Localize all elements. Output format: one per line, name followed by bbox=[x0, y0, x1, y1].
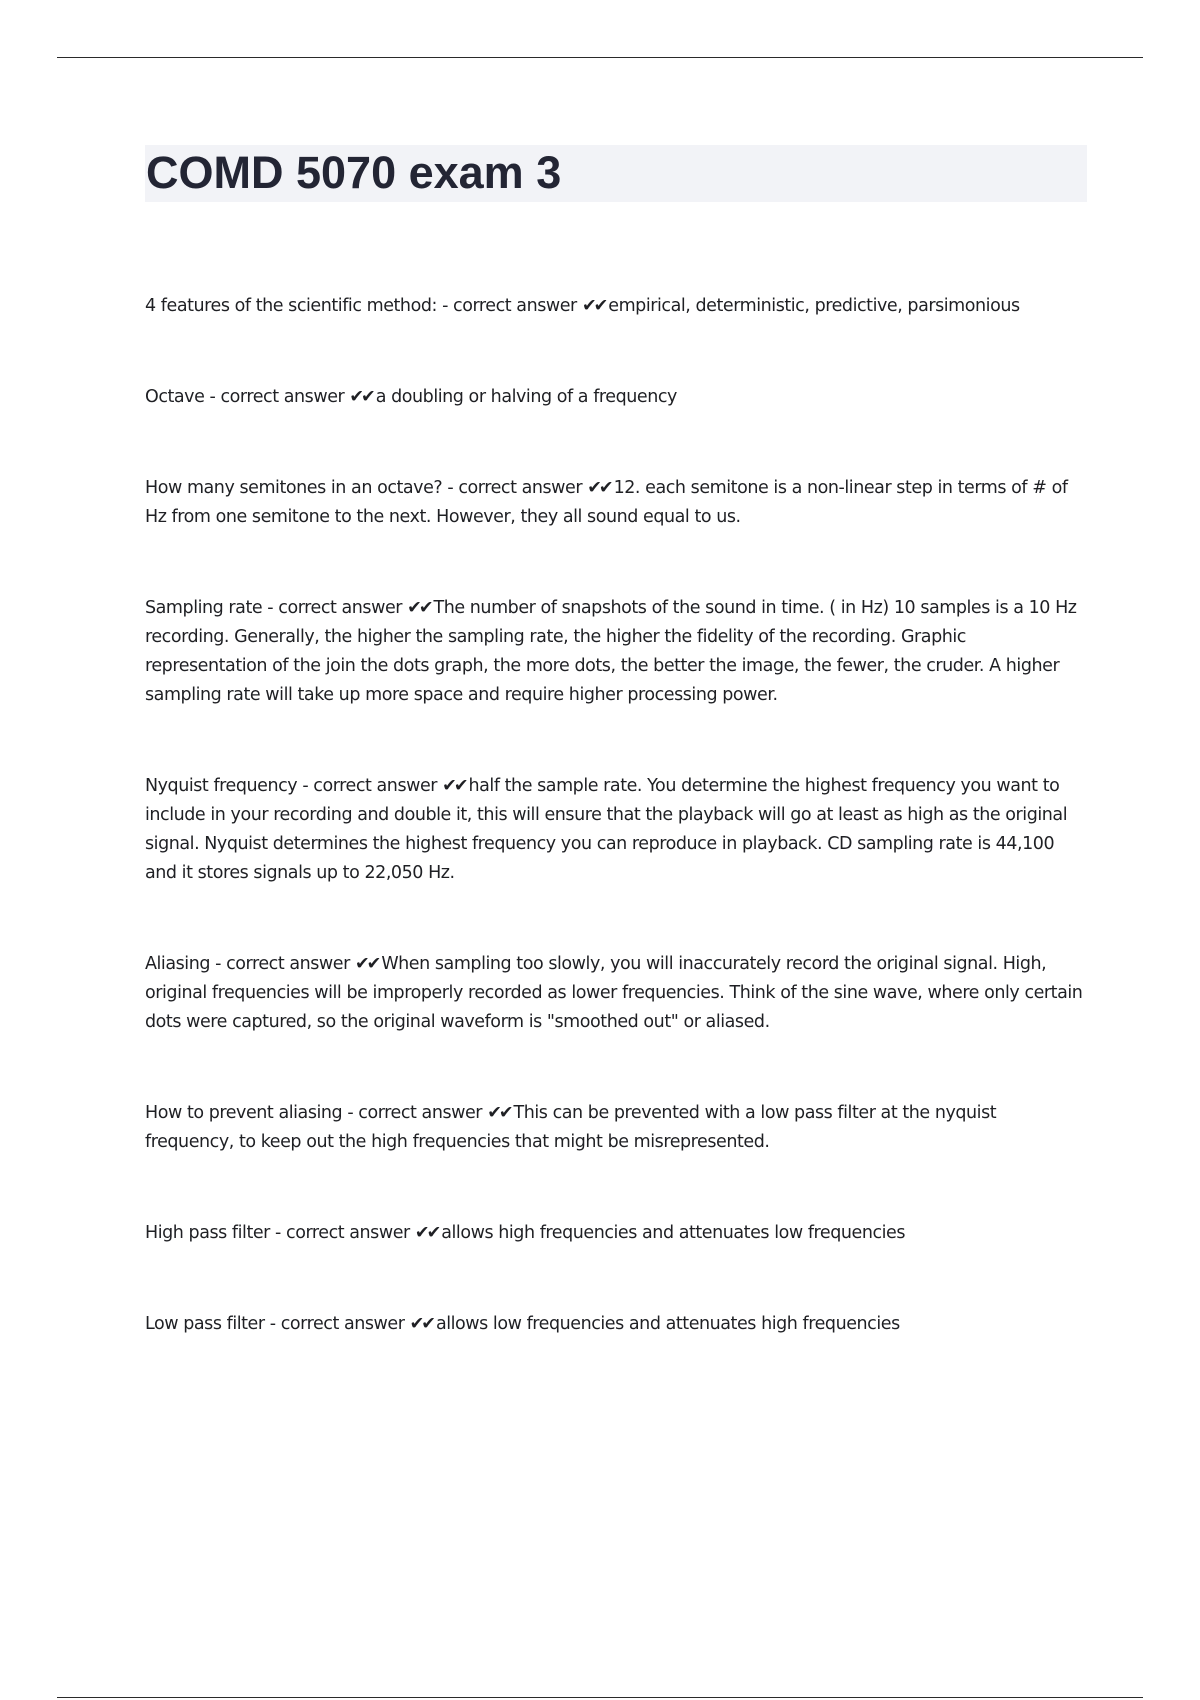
correct-answer-marker: - correct answer bbox=[275, 1223, 410, 1243]
correct-answer-marker: - correct answer bbox=[215, 954, 350, 974]
header-rule bbox=[57, 57, 1143, 58]
correct-answer-marker: - correct answer bbox=[269, 1314, 405, 1334]
qa-term: Low pass filter bbox=[145, 1314, 265, 1334]
check-mark-icon: ✔✔ bbox=[407, 598, 431, 618]
correct-answer-marker: - correct answer bbox=[302, 776, 438, 796]
qa-item bbox=[145, 950, 1090, 1037]
check-mark-icon: ✔✔ bbox=[581, 296, 606, 316]
correct-answer-marker: - correct answer bbox=[447, 478, 583, 498]
qa-term: Aliasing bbox=[145, 954, 210, 974]
qa-item bbox=[145, 292, 1090, 321]
qa-item bbox=[145, 594, 1090, 710]
qa-answer: empirical, deterministic, predictive, parsimonious bbox=[608, 296, 1020, 316]
correct-answer-marker: - correct answer bbox=[209, 387, 345, 407]
qa-term: How many semitones in an octave? bbox=[145, 478, 443, 498]
qa-list bbox=[145, 292, 1090, 1401]
qa-term: How to prevent aliasing bbox=[145, 1103, 343, 1123]
qa-answer: half the sample rate. You determine the highest frequency you want to include in your recording and double it, this will ensure that the playback will go at least as high as the original signal. Nyquist determines the highest frequency you can reproduce in playback. CD sampling rate is 44,100 and it stores signals up to 22,050 Hz. bbox=[145, 776, 1068, 883]
qa-term: 4 features of the scientific method: bbox=[145, 296, 437, 316]
qa-item bbox=[145, 383, 1090, 412]
qa-term: Octave bbox=[145, 387, 205, 407]
qa-item bbox=[145, 1099, 1090, 1157]
qa-answer: The number of snapshots of the sound in time. ( in Hz) 10 samples is a 10 Hz recording. Generally, the higher the sampling rate, the higher the fidelity of the recording. Graphic representation of the join the dots graph, the more dots, the better the image, the fewer, the cruder. A higher sampling rate will take up more space and require higher processing power. bbox=[145, 598, 1077, 705]
qa-term: High pass filter bbox=[145, 1223, 270, 1243]
qa-term: Sampling rate bbox=[145, 598, 263, 618]
page-title: COMD 5070 exam 3 bbox=[146, 147, 562, 198]
correct-answer-marker: - correct answer bbox=[442, 296, 577, 316]
qa-term: Nyquist frequency bbox=[145, 776, 298, 796]
check-mark-icon: ✔✔ bbox=[587, 478, 611, 498]
check-mark-icon: ✔✔ bbox=[414, 1223, 439, 1243]
qa-answer: When sampling too slowly, you will inaccurately record the original signal. High, original frequencies will be improperly recorded as lower frequencies. Think of the sine wave, where only certain dots were captured, so the original waveform is "smoothed out" or aliased. bbox=[145, 954, 1083, 1032]
qa-answer: This can be prevented with a low pass filter at the nyquist frequency, to keep out the high frequencies that might be misrepresented. bbox=[145, 1103, 997, 1152]
footer-rule bbox=[57, 1697, 1143, 1698]
correct-answer-marker: - correct answer bbox=[347, 1103, 483, 1123]
check-mark-icon: ✔✔ bbox=[487, 1103, 511, 1123]
qa-item bbox=[145, 1219, 1090, 1248]
qa-answer: a doubling or halving of a frequency bbox=[375, 387, 677, 407]
check-mark-icon: ✔✔ bbox=[442, 776, 466, 796]
qa-item bbox=[145, 474, 1090, 532]
check-mark-icon: ✔✔ bbox=[349, 387, 373, 407]
qa-answer: 12. each semitone is a non-linear step in terms of # of Hz from one semitone to the next. However, they all sound equal to us. bbox=[145, 478, 1068, 527]
check-mark-icon: ✔✔ bbox=[354, 954, 379, 974]
qa-item bbox=[145, 772, 1090, 888]
qa-item bbox=[145, 1310, 1090, 1339]
correct-answer-marker: - correct answer bbox=[267, 598, 403, 618]
qa-answer: allows high frequencies and attenuates low frequencies bbox=[441, 1223, 906, 1243]
check-mark-icon: ✔✔ bbox=[409, 1314, 433, 1334]
qa-answer: allows low frequencies and attenuates high frequencies bbox=[435, 1314, 900, 1334]
